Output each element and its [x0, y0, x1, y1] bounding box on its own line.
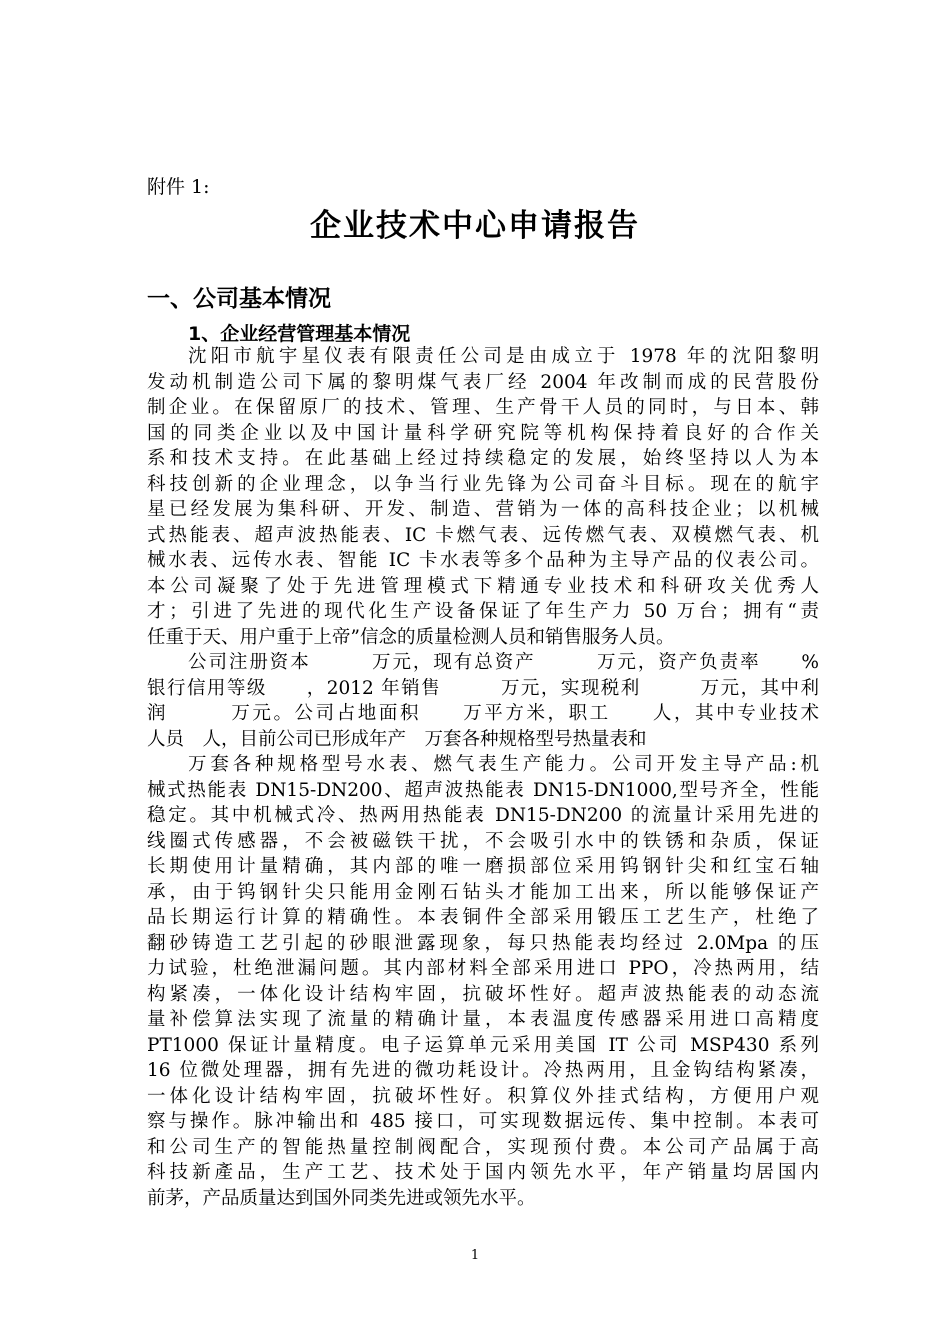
- paragraph1-line: 发动机制造公司下属的黎明煤气表厂经 2004 年改制而成的民营股份: [147, 371, 819, 393]
- paragraph3-line: 前茅，产品质量达到国外同类先进或领先水平。: [147, 1187, 536, 1209]
- paragraph3-line: 察与操作。脉冲输出和 485 接口，可实现数据远传、集中控制。本表可: [147, 1111, 819, 1132]
- paragraph3-line: 械式热能表 DN15-DN200、超声波热能表 DN15-DN1000,型号齐全，性能: [147, 779, 819, 801]
- paragraph3-line: 翻砂铸造工艺引起的砂眼泄露现象，每只热能表均经过 2.0Mpa 的压: [147, 932, 819, 954]
- paragraph1-line: 任重于天、用户重于上帝”信念的质量检测人员和销售服务人员。: [147, 626, 675, 648]
- paragraph1-line: 星已经发展为集科研、开发、制造、营销为一体的高科技企业；以机械: [147, 499, 819, 520]
- paragraph1-line: 才；引进了先进的现代化生产设备保证了年生产力 50 万台；拥有“责: [147, 601, 819, 622]
- paragraph3-line: 构紧凑，一体化设计结构牢固，抗破坏性好。超声波热能表的动态流: [147, 983, 819, 1005]
- paragraph2-line: 人员 人，目前公司已形成年产 万套各种规格型号热量表和: [147, 728, 647, 750]
- paragraph3-line: 长期使用计量精确，其内部的唯一磨损部位采用钨钢针尖和红宝石轴: [147, 856, 819, 877]
- paragraph1-line: 本公司凝聚了处于先进管理模式下精通专业技术和科研攻关优秀人: [147, 575, 819, 597]
- paragraph3-line: PT1000 保证计量精度。电子运算单元采用美国 IT 公司 MSP430 系列: [147, 1034, 819, 1056]
- paragraph3-line: 16 位微处理器，拥有先进的微功耗设计。冷热两用，且金钩结构紧凑，: [147, 1060, 819, 1081]
- paragraph2-line: 润 万元。公司占地面积 万平方米，职工 人，其中专业技术: [147, 703, 819, 724]
- paragraph3-line: 品长期运行计算的精确性。本表铜件全部采用锻压工艺生产，杜绝了: [147, 907, 819, 928]
- paragraph3-line: 万套各种规格型号水表、燃气表生产能力。公司开发主导产品:机: [188, 754, 819, 775]
- section-heading: 一、公司基本情况: [147, 286, 331, 312]
- paragraph1-line: 械水表、远传水表、智能 IC 卡水表等多个品种为主导产品的仪表公司。: [147, 550, 819, 571]
- paragraph1-line: 制企业。在保留原厂的技术、管理、生产骨干人员的同时，与日本、韩: [147, 397, 819, 418]
- subsection-heading: 1、企业经营管理基本情况: [188, 323, 411, 345]
- paragraph1-line: 式热能表、超声波热能表、IC 卡燃气表、远传燃气表、双模燃气表、机: [147, 524, 819, 546]
- paragraph3-line: 承，由于钨钢针尖只能用金刚石钻头才能加工出来，所以能够保证产: [147, 881, 819, 903]
- paragraph1-line: 国的同类企业以及中国计量科学研究院等机构保持着良好的合作关: [147, 422, 819, 444]
- paragraph3-line: 线圈式传感器，不会被磁铁干扰，不会吸引水中的铁锈和杂质，保证: [147, 830, 819, 852]
- paragraph1-line: 系和技术支持。在此基础上经过持续稳定的发展，始终坚持以人为本: [147, 448, 819, 469]
- page-number: 1: [470, 1248, 480, 1263]
- paragraph3-line: 力试验，杜绝泄漏问题。其内部材料全部采用进口 PPO，冷热两用，结: [147, 958, 819, 979]
- paragraph2-line: 银行信用等级 ，2012 年销售 万元，实现税利 万元，其中利: [147, 677, 819, 699]
- body-text: [147, 344, 819, 1211]
- paragraph3-line: 和公司生产的智能热量控制阀配合，实现预付费。本公司产品属于高: [147, 1136, 819, 1158]
- paragraph3-line: 量补偿算法实现了流量的精确计量，本表温度传感器采用进口高精度: [147, 1009, 819, 1030]
- paragraph2-line: 公司注册资本 万元，现有总资产 万元，资产负责率 %: [188, 652, 819, 673]
- paragraph3-line: 一体化设计结构牢固，抗破坏性好。积算仪外挂式结构，方便用户观: [147, 1085, 819, 1107]
- attachment-label: 附件 1:: [147, 176, 210, 198]
- paragraph3-line: 稳定。其中机械式冷、热两用热能表 DN15-DN200 的流量计采用先进的: [147, 805, 819, 826]
- page-title: 企业技术中心申请报告: [310, 208, 640, 244]
- paragraph1-line: 沈阳市航宇星仪表有限责任公司是由成立于 1978 年的沈阳黎明: [188, 346, 819, 367]
- paragraph1-line: 科技创新的企业理念，以争当行业先锋为公司奋斗目标。现在的航宇: [147, 473, 819, 495]
- paragraph3-line: 科技新產品，生产工艺、技术处于国内领先水平，年产销量均居国内: [147, 1162, 819, 1183]
